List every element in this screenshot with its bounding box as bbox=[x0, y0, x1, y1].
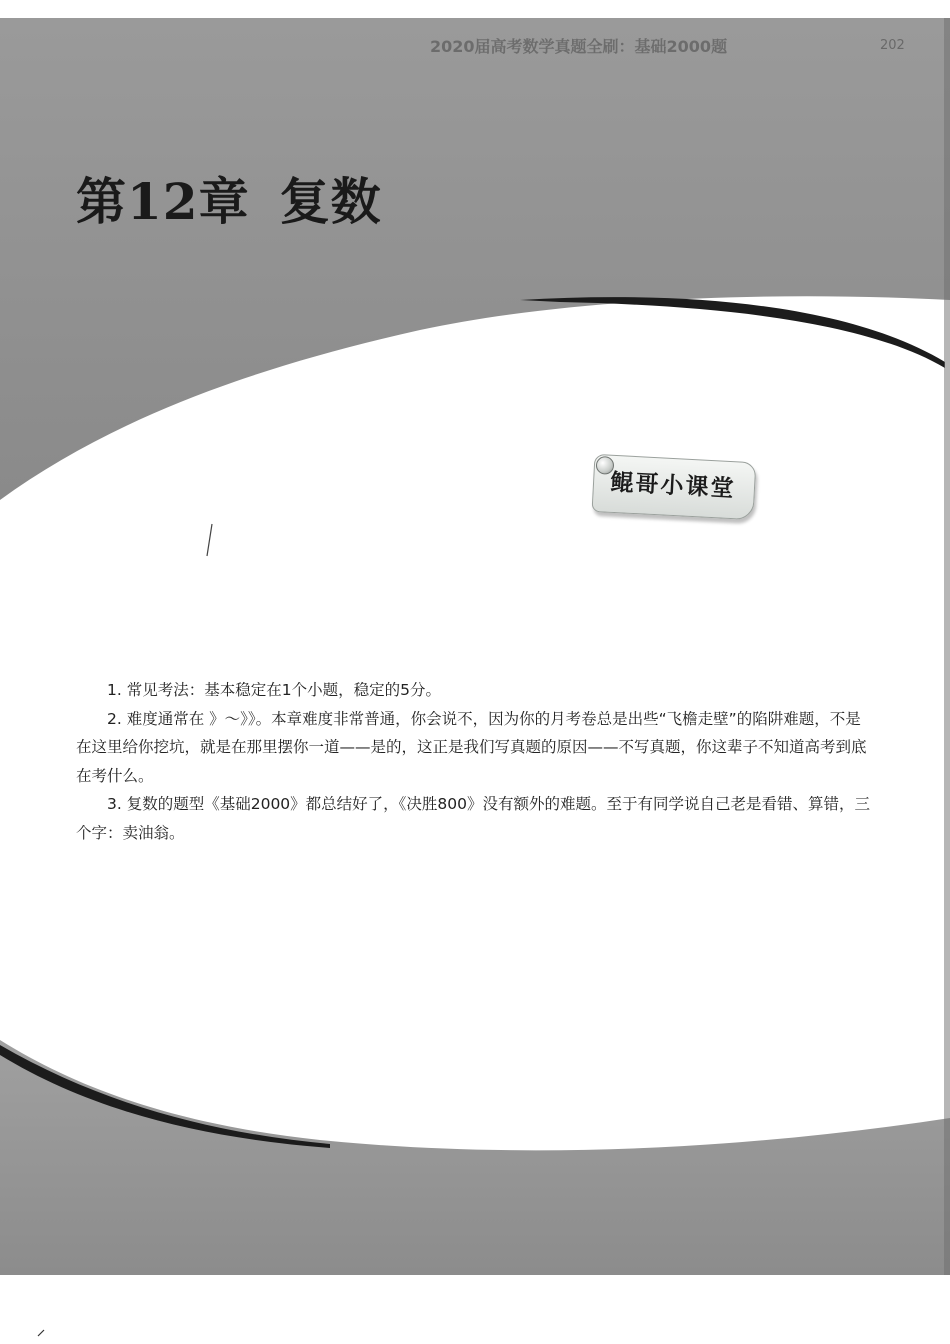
pen-mark bbox=[207, 524, 212, 556]
chapter-intro bbox=[76, 676, 876, 847]
paragraph-3: 3. 复数的题型《基础2000》都总结好了，《决胜800》没有额外的难题。至于有同学说自己老是看错、算错，三个字：卖油翁。 bbox=[76, 795, 870, 842]
pen-mark bbox=[38, 1330, 44, 1336]
bottom-gray-band bbox=[0, 1040, 950, 1275]
chapter-number: 第12章 bbox=[76, 172, 250, 231]
badge-label: 鲲哥小课堂 bbox=[609, 468, 737, 503]
ghost-running-header: 2020届高考数学真题全刷：基础2000题 bbox=[430, 37, 728, 56]
right-edge-shadow bbox=[944, 18, 950, 1275]
chapter-name: 复数 bbox=[279, 172, 382, 231]
top-swoosh bbox=[520, 297, 945, 368]
chapter-title bbox=[76, 162, 382, 234]
top-gray-band bbox=[0, 18, 950, 500]
paragraph-2: 2. 难度通常在 》～》》。本章难度非常普通，你会说不，因为你的月考卷总是出些“飞檐走壁”的陷阱难题，不是在这里给你挖坑，就是在那里摆你一道——是的，这正是我们写真题的原因——不写真题，你这辈子不知道高考到底在考什么。 bbox=[76, 709, 867, 785]
section-badge bbox=[592, 454, 755, 518]
paragraph-1: 1. 常见考法：基本稳定在1个小题，稳定的5分。 bbox=[107, 681, 441, 699]
ghost-page-number: 202 bbox=[880, 38, 905, 53]
